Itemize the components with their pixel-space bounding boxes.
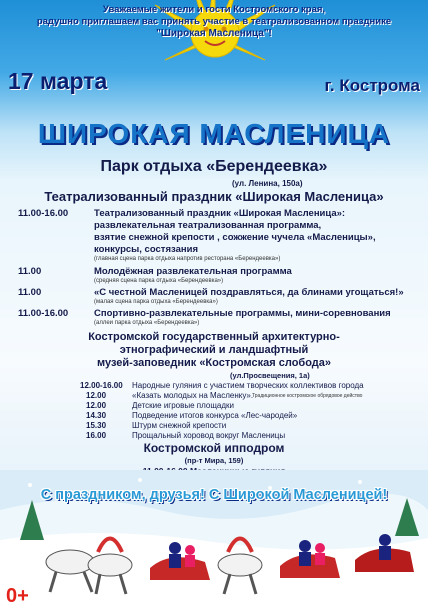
event-date: 17 марта xyxy=(8,68,108,94)
event-time: 11.00 xyxy=(18,287,42,298)
event-text: Подведение итогов конкурса «Лес-чародей» xyxy=(132,411,298,420)
event-time: 12.00 xyxy=(86,391,107,400)
event-text: Прощальный хоровод вокруг Масленицы xyxy=(132,431,286,440)
event-note: Традиционное костромское обрядовое действо xyxy=(252,393,363,399)
event-time: 15.30 xyxy=(86,421,107,430)
age-rating-badge: 0+ xyxy=(6,585,29,604)
event-text: Народные гуляния с участием творческих коллективов города xyxy=(132,381,364,390)
museum-name-line-1: Костромской государственный архитектурно- xyxy=(88,331,340,343)
event-text: «С честной Масленицей поздравляться, да блинами угощаться!» xyxy=(94,287,404,298)
greeting-line-1: Уважаемые жители и гости Костромского края, xyxy=(102,4,326,15)
event-city: г. Кострома xyxy=(324,76,420,95)
hippodrome-name: Костромской ипподром xyxy=(143,441,285,455)
poster-title: ШИРОКАЯ МАСЛЕНИЦА xyxy=(37,118,391,149)
event-text: Спортивно-развлекательные программы, мини-соревнования xyxy=(94,308,391,319)
event-time: 11.00-16.00 xyxy=(18,208,69,219)
event-text: взятие снежной крепости , сожжение чучела «Масленицы», xyxy=(94,232,376,243)
event-text: конкурсы, состязания xyxy=(94,244,199,255)
greeting-line-2: радушно приглашаем вас принять участие в театрализованном празднике xyxy=(36,16,392,27)
event-time: 11.00 xyxy=(18,266,42,277)
park-festival: Театрализованный праздник «Широкая Масленица» xyxy=(44,189,384,204)
park-address: (ул. Ленина, 150а) xyxy=(232,179,303,188)
event-text: развлекательная театрализованная программа, xyxy=(94,220,322,231)
event-text: Штурм снежной крепости xyxy=(132,421,227,430)
event-text: Молодёжная развлекательная программа xyxy=(94,266,292,277)
museum-address: (ул.Просвещения, 1а) xyxy=(230,371,310,380)
event-time: 11.00-16.00 xyxy=(18,308,69,319)
event-note: (аллеи парка отдыха «Берендеевка») xyxy=(94,320,200,326)
event-text: «Казать молодых на Масленку». xyxy=(132,391,254,400)
event-time: 12.00-16.00 xyxy=(80,381,123,390)
event-text: Детские игровые площадки xyxy=(132,401,234,410)
museum-name-line-3: музей-заповедник «Костромская слобода» xyxy=(97,357,331,369)
hippodrome-address: (пр-т Мира, 159) xyxy=(184,456,244,465)
park-name: Парк отдыха «Берендеевка» xyxy=(100,158,328,175)
event-note: (малая сцена парка отдыха «Берендеевка») xyxy=(94,299,218,305)
greeting-line-3: "Широкая Масленица"! xyxy=(156,28,272,39)
greeting-banner: С праздником, друзья! С Широкой Масленицей! xyxy=(40,487,388,503)
event-text: Театрализованный праздник «Широкая Масленица»: xyxy=(94,208,346,219)
event-time: 16.00 xyxy=(86,431,107,440)
event-note: (средняя сцена парка отдыха «Берендеевка») xyxy=(94,278,224,284)
event-note: (главная сцена парка отдыха напротив ресторана «Берендеевка») xyxy=(94,256,281,262)
event-time: 14.30 xyxy=(86,411,107,420)
museum-name-line-2: этнографический и ландшафтный xyxy=(119,344,309,356)
event-time: 12.00 xyxy=(86,401,107,410)
